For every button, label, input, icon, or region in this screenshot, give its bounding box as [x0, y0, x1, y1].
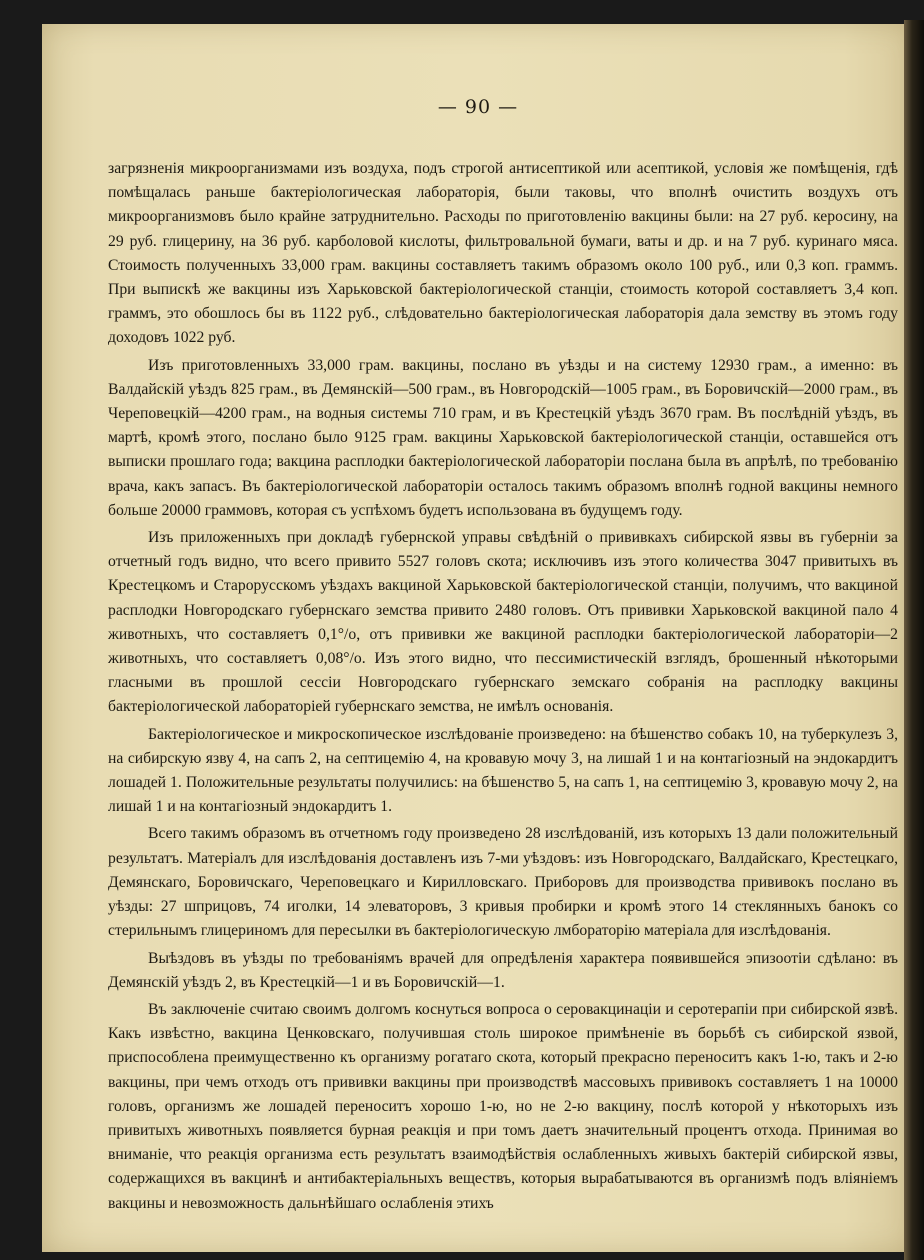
paragraph-3: Изъ приложенныхъ при докладѣ губернской управы свѣдѣній о прививкахъ сибирской язвы въ губерніи за отчетный годъ видно, что всего привито 5527 головъ скота; исключивъ изъ этого количества 3047 привитыхъ въ Крестецкомъ и Старорусскомъ уѣздахъ вакциной Харьковской бактеріологической станціи, получимъ, что вакциной расплодки Новгородскаго губернскаго земства привито 2480 головъ. Отъ прививки Харьковской вакциной пало 4 животныхъ, что составляетъ 0,1°/о, отъ прививки же вакциной расплодки бактеріологической лабораторіи—2 животныхъ, что составляетъ 0,08°/о. Изъ этого видно, что пессимистическій взглядъ, брошенный нѣкоторыми гласными въ прошлой сессіи Новгородскаго губернскаго земскаго собранія на расплодку вакцины бактеріологической лабораторіей губернскаго земства, не имѣлъ основанія.	[108, 529, 898, 716]
book-page	[42, 24, 914, 1252]
paragraph-6: Выѣздовъ въ уѣзды по требованіямъ врачей для опредѣленія характера появившейся эпизоотіи сдѣлано: въ Демянскій уѣздъ 2, въ Крестецкій—1 и въ Боровичскій—1.	[108, 949, 898, 991]
paragraph-5: Всего такимъ образомъ въ отчетномъ году произведено 28 изслѣдованій, изъ которыхъ 13 дали положительный результатъ. Матеріалъ для изслѣдованія доставленъ изъ 7-ми уѣздовъ: изъ Новгородскаго, Валдайскаго, Крестецкаго, Демянскаго, Боровичскаго, Череповецкаго и Кирилловскаго. Приборовъ для производства прививокъ послано въ уѣзды: 27 шприцовъ, 74 иголки, 14 элеваторовъ, 3 кривыя пробирки и кромѣ этого 14 стеклянныхъ банокъ со стерильнымъ глицериномъ для пересылки въ бактеріологическую лмбораторію матеріала для изслѣдованія.	[108, 825, 898, 940]
book-binding-edge	[904, 20, 924, 1260]
paragraph-2: Изъ приготовленныхъ 33,000 грам. вакцины, послано въ уѣзды и на систему 12930 грам., а именно: въ Валдайскій уѣздъ 825 грам., въ Демянскій—500 грам., въ Новгородскій—1005 грам., въ Боровичскій—2000 грам., въ Череповецкій—4200 грам., на водныя системы 710 грам, и въ Крестецкій уѣздъ 3670 грам. Въ послѣдній уѣздъ, въ мартѣ, кромѣ этого, послано было 9125 грам. вакцины Харьковской бактеріологической станціи, оставшейся отъ выписки прошлаго года; вакцина расплодки бактеріологической лабораторіи послана была въ апрѣлѣ, по требованію врача, какъ запасъ. Въ бактеріологической лабораторіи осталось такимъ образомъ вполнѣ годной вакцины немного больше 20000 граммовъ, которая съ успѣхомъ будетъ использована въ будущемъ году.	[108, 356, 898, 519]
paragraph-1: загрязненія микроорганизмами изъ воздуха, подъ строгой антисептикой или асептикой, условія же помѣщенія, гдѣ помѣщалась раньше бактеріологическая лабораторія, были таковы, что вполнѣ очистить воздухъ отъ микроорганизмовъ было крайне затруднительно. Расходы по приготовленію вакцины были: на 27 руб. керосину, на 29 руб. глицерину, на 36 руб. карболовой кислоты, фильтровальной бумаги, ваты и др. и на 7 руб. куринаго мяса. Стоимость полученныхъ 33,000 грам. вакцины составляетъ такимъ образомъ около 100 руб., или 0,3 коп. граммъ. При выпискѣ же вакцины изъ Харьковской бактеріологической станціи, стоимость которой составляетъ 3,4 коп. граммъ, это обошлось бы въ 1122 руб., слѣдовательно бактеріологическая лабораторія дала земству въ этомъ году доходовъ 1022 руб.	[108, 160, 898, 347]
page-number: — 90 —	[437, 96, 519, 118]
paragraph-7: Въ заключеніе считаю своимъ долгомъ коснуться вопроса о серовакцинаціи и серотерапіи при сибирской язвѣ. Какъ извѣстно, вакцина Ценковскаго, получившая столь широкое примѣненіе въ борьбѣ съ сибирской язвой, приспособлена преимущественно къ организму рогатаго скота, который прекрасно переноситъ какъ 1-ю, такъ и 2-ю вакцины, при чемъ отходъ отъ прививки вакцины при производствѣ массовыхъ прививокъ составляетъ 1 на 10000 головъ, организмъ же лошадей переноситъ хорошо 1-ю, но не 2-ю вакцину, послѣ которой у нѣкоторыхъ изъ привитыхъ животныхъ появляется бурная реакція и при томъ даетъ значительный процентъ отхода. Принимая во вниманіе, что реакція организма есть результатъ взаимодѣйствія ослабленныхъ живыхъ бактерій сибирской язвы, содержащихся въ вакцинѣ и антибактеріальныхъ веществъ, которыя вырабатываются въ организмѣ подъ вліяніемъ вакцины и невозможность дальнѣйшаго ослабленія этихъ	[108, 1000, 898, 1212]
paragraph-4: Бактеріологическое и микроскопическое изслѣдованіе произведено: на бѣшенство собакъ 10, на туберкулезъ 3, на сибирскую язву 4, на сапъ 2, на септицемію 4, на кровавую мочу 3, на лишай 1 и на контагіозный на эндокардитъ лошадей 1. Положительные результаты получились: на бѣшенство 5, на сапъ 1, на септицемію 3, кровавую мочу 2, на лишай 1 и на контагіозный эндокардитъ 1.	[108, 725, 898, 816]
page-body	[108, 157, 898, 1219]
